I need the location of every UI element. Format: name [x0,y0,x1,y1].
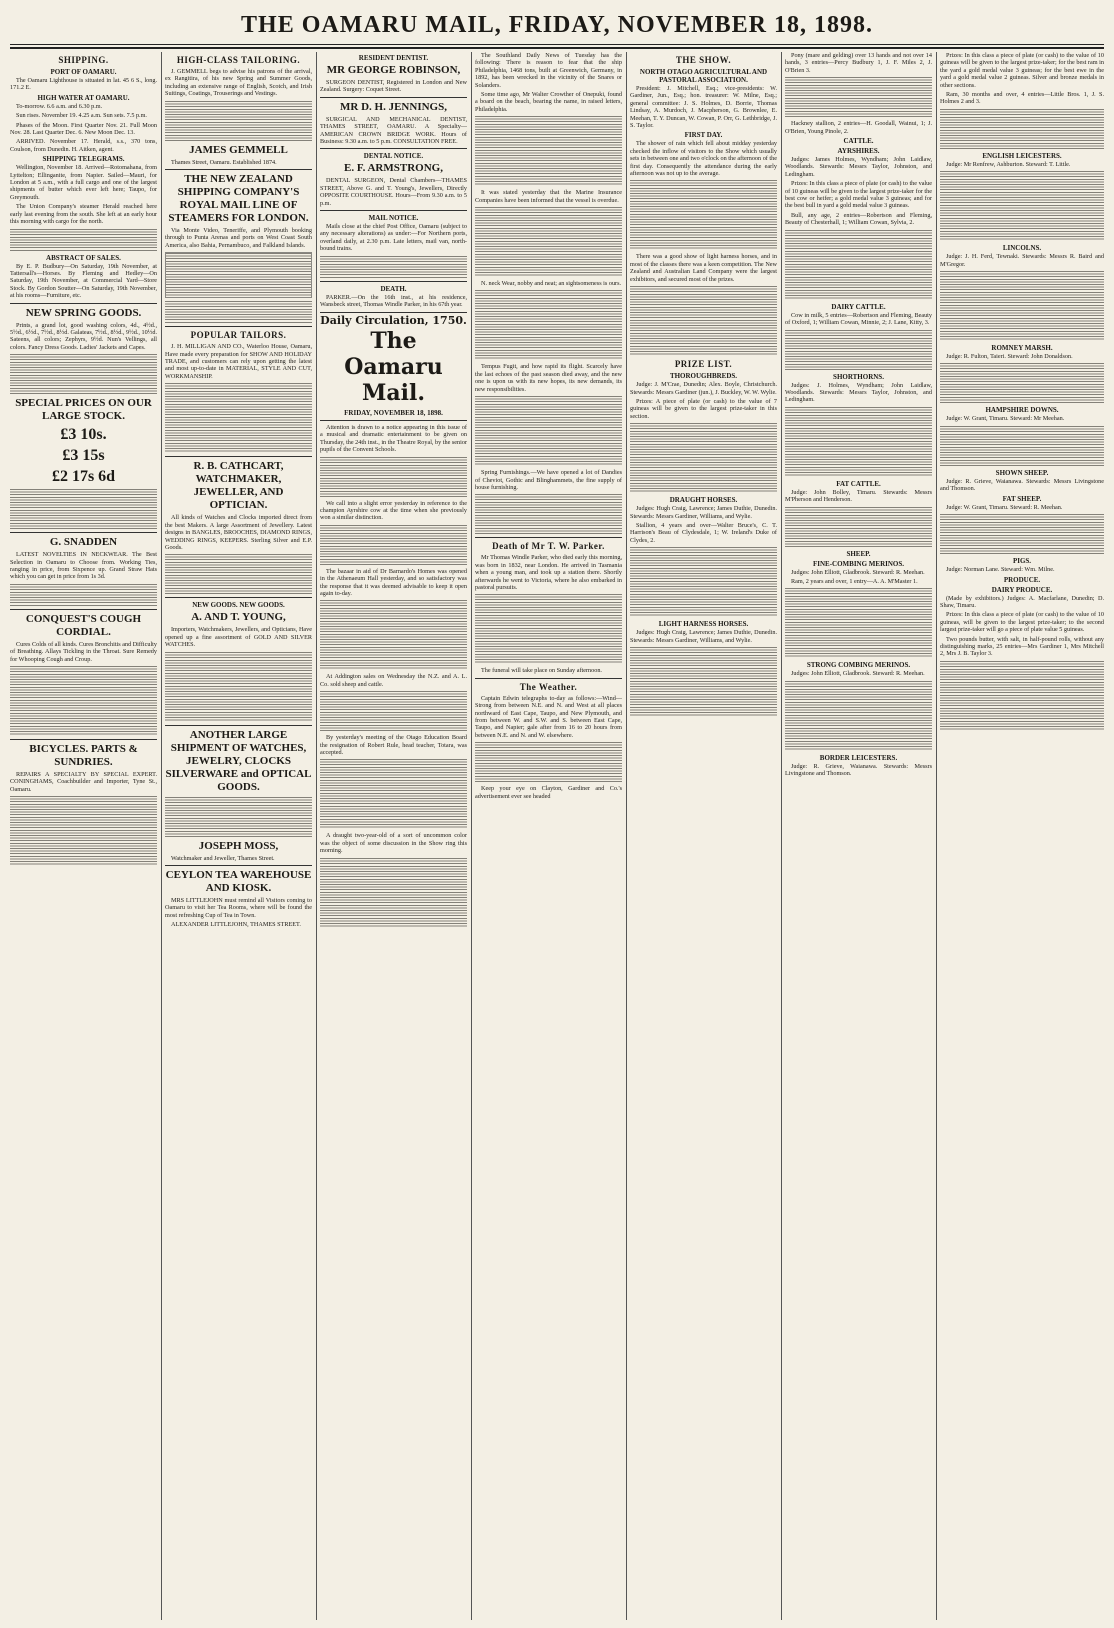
paragraph: LATEST NOVELTIES IN NECKWEAR. The Best Selection in Oamaru to Choose from. Working Ties, ranging in price, from Sixpence up. Grand Straw Hats which you can get in price from 1s 3d. [10,551,157,581]
paragraph: To-morrow. 6.6 a.m. and 6.30 p.m. [16,102,103,110]
text-block [165,301,312,323]
paragraph: Pony (mare and gelding) over 13 hands and not over 14 hands, 3 entries—Percy Budbury 1, J. F. Miles 2, J. O'Brien 3. [785,52,932,74]
text-block [165,383,312,453]
paragraph: PARKER.—On the 16th inst., at his residence, Wansbeck street, Thomas Windle Parker, in his 67th year. [320,293,467,309]
text-block [320,457,467,497]
section-subheading: LIGHT HARNESS HORSES. [658,620,749,629]
paragraph: Judge: John Bolley, Timaru. Stewards: Messrs M'Pherson and Henderson. [785,488,932,504]
paragraph: Judges: John Elliott, Gladbrook. Steward: R. Meehan. [791,568,925,576]
text-block [475,594,622,664]
divider [10,303,157,304]
paragraph: A draught two-year-old of a sort of uncommon color was the object of some discussion in the Show ring this morning. [320,832,467,855]
section-heading: POPULAR TAILORS. [190,330,287,341]
paragraph: J. GEMMELL begs to advise his patrons of the arrival, ex Rangitira, of his new Spring and Summer Goods, including an extensive range of English, Scotch, and Irish Suitings, Coatings, Trouserings and Vestings. [165,68,312,98]
paragraph: Judge: Norman Lane. Steward: Wm. Milne. [946,566,1055,574]
section-subheading: SHORTHORNS. [833,372,884,381]
divider [165,597,312,598]
text-block [165,554,312,594]
column-prize-list [785,52,932,1620]
section-subheading: ROMNEY MARSH. [991,344,1053,353]
section-subheading: PRODUCE. [1003,575,1041,584]
divider [165,456,312,457]
text-block [940,109,1104,149]
divider [475,678,622,679]
text-block [785,330,932,370]
section-subheading: SHIPPING TELEGRAMS. [42,155,125,164]
divider [165,326,312,327]
text-block [785,681,932,751]
paragraph: Bull, any age, 2 entries—Robertson and Fleming, Beauty of Chesterhall, 1; William Cowan, Sylvia, 2. [785,211,932,227]
advert-price: £2 17s 6d [51,468,116,486]
section-subheading: STRONG COMBING MERINOS. [806,661,911,670]
section-heading: HIGH-CLASS TAILORING. [176,55,301,65]
section-subheading: DRAUGHT HORSES. [669,496,738,505]
paragraph: J. H. MILLIGAN AND CO., Waterloo House, Oamaru, Have made every preparation for SHOW AND HOLIDAY TRADE, and customers can rely upon getting the latest and most up-to-date in MATERIAL, STYLE AND CUT, WORKMANSHIP. [165,343,312,380]
text-block [785,507,932,547]
paragraph: Judge: R. Grieve, Waianawa. Stewards: Messrs Livingstone and Thomson. [785,762,932,778]
text-block [940,514,1104,554]
paragraph: Judges: James Holmes, Wyndham; John Laidlaw, Woodlands. Stewards: Messrs Taylor, Johnston, and Ledingham. [785,156,932,178]
paragraph: The Oamaru Lighthouse is situated in lat. 45 6 S., long. 171.2 E. [10,77,157,92]
column-rule [161,52,162,1620]
paragraph: Two pounds butter, with salt, in half-pound rolls, without any distinguishing marks, 25 entries—Mrs Gardiner 1, Mrs Mitchell 2, Mrs J. B. Taylor 3. [940,635,1104,658]
paragraph: Attention is drawn to a notice appearing in this issue of a musical and dramatic entertainment to be given on Thursday, the 24th inst., in the Theatre Royal, by the senior pupils of the Convent Schools. [320,423,467,454]
section-subheading: DENTAL NOTICE. [363,152,424,161]
circulation-notice: Daily Circulation, 1750. [320,313,467,327]
text-block [940,661,1104,731]
advert-heading: THE NEW ZEALAND SHIPPING COMPANY'S ROYAL MAIL LINE OF STEAMERS FOR LONDON. [168,173,309,225]
paragraph: Judge: R. Grieve, Waianawa. Stewards: Messrs Livingstone and Thomson. [940,477,1104,493]
advert-heading: MR GEORGE ROBINSON, [326,64,461,76]
column-prize-list-continued [940,52,1104,1620]
column-shipping [10,52,157,1620]
divider [10,739,157,740]
paragraph: The Southland Daily News of Tuesday has the following: There is reason to fear that the ship Philadelphia, 1468 tons, built at Greenwich, Germany, in 1892, has been wrecked in the vicinity of the Snares or Solanders. [475,52,622,89]
section-subheading: HAMPSHIRE DOWNS. [985,406,1059,415]
text-block [475,290,622,360]
advert-heading: BICYCLES. PARTS & SUNDRIES. [29,743,138,768]
paragraph: Mails close at the chief Post Office, Oamaru (subject to any necessary alterations) as under:—For Northern ports, overland daily, at 2.30 p.m. Late letters, mail van, north-bound trains. [320,223,467,253]
paragraph: All kinds of Watches and Clocks imported direct from the best Makers. A large Assortment of Jewellery. Latest designs in BANGLES, BROOCHES, DIAMOND RINGS, WEDDING RINGS, KEEPERS. Sterling Silver and E.P. Goods. [165,514,312,551]
paragraph: N. neck Wear, nobby and neat; an sightsomeness is ours. [481,280,622,288]
paragraph: Importers, Watchmakers, Jewellers, and Opticians, Have opened up a fine assortment of GOLD AND SILVER WATCHES. [165,626,312,649]
paragraph: Hackney stallion, 2 entries—H. Goodall, Wainui, 1; J. O'Brien, Young Pinole, 2. [785,120,932,135]
divider [320,312,467,313]
advert-heading: R. B. CATHCART, WATCHMAKER, JEWELLER, AND OPTICIAN. [193,460,284,512]
masthead-rule-heavy [10,47,1104,49]
paragraph: There was a good show of light harness horses, and in most of the classes there was a keen competition. The New Zealand and Australian Land Company were the largest exhibitors, and secured most of the prizes. [630,253,777,283]
paragraph: President: J. Mitchell, Esq.; vice-presidents: W. Gardiner, Jun., Esq.; hon. treasurer: W. Milne, Esq.; general committee: J. S. Holmes, D. Borrie, Thomas Lindsay, A. Murdoch, J. Macpherson, G. Brownlee, E. Meehan, T. Y. Duncan, W. Cowan, P. Orr, G. Lethbridge, J. S. Taylor. [630,85,777,130]
paragraph: The shower of rain which fell about midday yesterday checked the inflow of visitors to the Show which usually sets in between one and two o'clock on the afternoon of the first day. Consequently the attendance during the early afternoon was not up to the average. [630,140,777,178]
paragraph: Prizes: In this class a piece of plate (or cash) to the value of 10 guineas will be given to the largest prize-taker; for the best ram in the yard a gold medal value 3 guineas; for the best ewe in the yard a gold medal value 2 guineas. Silver and bronze medals in other sections. [940,52,1104,89]
advert-price: £3 10s. [60,426,107,444]
paragraph: It was stated yesterday that the Marine Insurance Companies have been informed that the vessel is overdue. [475,189,622,204]
divider [320,281,467,282]
paragraph: Mr Thomas Windle Parker, who died early this morning, was born in 1832, near London. He arrived in Tasmania when a young man, and took up a station there. Shortly afterwards he went to Victoria, where he also embarked in pastoral pursuits. [475,554,622,591]
paragraph: ARRIVED. November 17. Herald, s.s., 370 tons, Coulson, from Dunedin. H. Aitken, agent. [10,138,157,153]
column-rule [781,52,782,1620]
text-block [785,407,932,477]
divider [475,537,622,538]
section-heading: PRIZE LIST. [674,359,733,370]
text-block [165,101,312,141]
paragraph: Phases of the Moon. First Quarter Nov. 21. Full Moon Nov. 28. Last Quarter Dec. 6. New Moon Dec. 13. [10,121,157,137]
paragraph: Thames Street, Oamaru. Established 1874. [171,158,277,166]
text-block [630,547,777,617]
paragraph: Prizes: A piece of plate (or cash) to the value of 7 guineas will be given to the largest prize-taker in this section. [630,397,777,420]
text-block [785,230,932,300]
advert-heading: NEW SPRING GOODS. [25,306,142,319]
text-block [320,600,467,670]
text-block [320,759,467,829]
advert-price: £3 15s [62,447,105,465]
column-rule [471,52,472,1620]
paragraph: Some time ago, Mr Walter Crowther of Onepuki, found a board on the beach, bearing the name, in raised letters, Philadelphia. [475,91,622,113]
newspaper-nameplate: The Oamaru Mail. [344,327,443,406]
paragraph: Via Monte Video, Teneriffe, and Plymouth booking through to Punta Arenas and ports on West Coast South America, also Bahia, Pernambuco, and Falkland Islands. [165,227,312,249]
text-block [320,691,467,731]
text-block [320,858,467,928]
paragraph: Judge: Mr Renfrew, Ashburton. Steward: T. Little. [946,160,1071,168]
column-adverts [165,52,312,1620]
section-subheading: SHOWN SHEEP. [995,468,1049,477]
text-block [475,494,622,534]
paragraph: Judge: R. Fulton, Taieri. Steward: John Donaldson. [946,353,1073,361]
text-block [940,363,1104,403]
paragraph: Prizes: In this class a piece of plate (or cash) to the value of 10 guineas will be given to the largest prize-taker for the best cow or heifer; a gold medal value 3 guineas; and for the best bull in yard a gold medal value 3 guineas. [785,180,932,210]
text-block [10,584,157,606]
paragraph: Captain Edwin telegraphs to-day as follows:—Wind—Strong from between N.E. and N. and West at all places northward of East Cape, Taupo, and New Plymouth, and from between W. and S.W. and S. between East Cape, Taupo, and Napier; gale after from 16 to 20 hours from between N.E. and N. and W. elsewhere. [475,694,622,739]
section-subheading: LINCOLNS. [1002,244,1042,253]
section-heading: THE SHOW. [675,55,732,65]
paragraph: Prizes: In this class a piece of plate (or cash) to the value of 10 guineas, will be given to the largest prize-taker; to the second largest prize-taker will go a piece of plate value 5 guineas. [940,611,1104,634]
paragraph: Sun rises. November 19. 4.25 a.m. Sun sets. 7.5 p.m. [16,112,147,120]
paragraph: Cow in milk, 5 entries—Robertson and Fleming, Beauty of Oxford, 1; William Cowan, Minnie, 2; J. Lane, Kitty, 3. [785,311,932,327]
advert-heading: E. F. ARMSTRONG, [344,162,443,175]
text-block [165,797,312,837]
section-subheading: MAIL NOTICE. [368,214,419,223]
paragraph: Ram, 30 months and over, 4 entries—Little Bros. 1, J. S. Holmes 2 and 3. [940,91,1104,106]
paragraph: REPAIRS A SPECIALTY BY SPECIAL EXPERT. CONINGHAMS, Coachbuilder and Importer, Tyne St., Oamaru. [10,771,157,793]
paragraph: ALEXANDER LITTLEJOHN, THAMES STREET. [171,921,301,929]
section-subheading: PIGS. [1012,557,1032,566]
paragraph: The funeral will take place on Sunday afternoon. [481,667,602,675]
text-block [940,271,1104,341]
advert-heading: CEYLON TEA WAREHOUSE AND KIOSK. [165,868,312,894]
paragraph: MRS LITTLEJOHN must remind all Visitors coming to Oamaru to visit her Tea Rooms, where will be found the most refreshing Cup of Tea in Town. [165,896,312,919]
section-subheading: RESIDENT DENTIST. [358,54,429,62]
paragraph: (Made by exhibitors.) Judges: A. Macfarlane, Dunedin; D. Shaw, Timaru. [940,594,1104,609]
text-block [630,647,777,717]
advert-heading: SPECIAL PRICES ON OUR LARGE STOCK. [15,397,152,423]
section-subheading: PORT OF OAMARU. [50,68,117,76]
paragraph: By E. P. Budbury—On Saturday, 19th November, at Tattersall's—Horses. By Fleming and Hedley—On Saturday, 19th November, at Commercial Yard—Store Stock. By Gordon Soutter—On Saturday, 19th November, at his rooms—Furniture, etc. [10,262,157,300]
paragraph: SURGEON DENTIST, Registered in London and New Zealand. Surgery: Coquet Street. [320,79,467,94]
dateline: FRIDAY, NOVEMBER 18, 1898. [344,408,443,417]
section-subheading: DAIRY PRODUCE. [991,585,1053,594]
text-block [10,354,157,394]
section-subheading: FIRST DAY. [684,131,723,140]
advert-heading: MR D. H. JENNINGS, [340,100,447,113]
section-subheading: NEW GOODS. NEW GOODS. [192,601,285,610]
text-block [940,426,1104,466]
column-news [475,52,622,1620]
text-block [475,116,622,186]
text-block [320,256,467,278]
paragraph: Spring Furnishings.—We have opened a lot of Dandies of Cheviot, Gothic and Blinghammets, the fine supply of house furnishing. [475,469,622,491]
column-editorial [320,52,467,1620]
section-subheading: CATTLE. [843,137,874,146]
paragraph: Judge: W. Grant, Timaru. Steward: R. Meehan. [946,503,1063,511]
section-subheading: SHEEP. [846,549,871,558]
section-subheading: ENGLISH LEICESTERS. [982,151,1062,160]
paragraph: Judges: Hugh Craig, Lawrence; James Duthie, Dunedin. Stewards: Messrs Gardiner, Williams, and Wylie. [630,505,777,520]
section-subheading: DAIRY CATTLE. [831,302,886,311]
text-block [165,652,312,722]
text-block [785,77,932,117]
paragraph: By yesterday's meeting of the Otago Education Board the resignation of Robert Rule, head teacher, Totara, was accepted. [320,734,467,756]
text-block [785,588,932,658]
section-heading: Death of Mr T. W. Parker. [492,541,605,552]
paragraph: The Union Company's steamer Herald reached here early last evening from the south. She left at an early hour this morning with cargo for the north. [10,203,157,226]
section-subheading: DEATH. [380,284,407,293]
paragraph: Judge: J. H. Ferd, Tewnaki. Stewards: Messrs R. Baird and M'Gregor. [940,253,1104,268]
section-heading: SHIPPING. [58,55,109,65]
section-subheading: AYRSHIRES. [837,147,880,156]
paragraph: The bazaar in aid of Dr Barnardo's Homes was opened in the Athenaeum Hall yesterday, and so satisfactory was the response that it was deemed advisable to keep it open again to-day. [320,567,467,597]
advert-heading: CONQUEST'S COUGH CORDIAL. [25,612,142,638]
paragraph: Wellington, November 18. Arrived—Rotomahana, from Lyttelton; Ellinganite, from Napier. Sailed—Mauri, for London at 5 a.m., with a full cargo and one of the largest shipments of butter which ever left here; Taupo, for Greymouth. [10,164,157,201]
divider [165,169,312,170]
paragraph: Keep your eye on Clayton, Gardiner and Co.'s advertisement ever see headed [475,785,622,800]
paragraph: Judges: John Elliott, Gladbrook. Steward: R. Meehan. [791,670,925,678]
text-block [320,525,467,565]
text-block [475,207,622,277]
masthead-title: THE OAMARU MAIL, FRIDAY, NOVEMBER 18, 1898. [241,12,873,38]
divider [320,148,467,149]
section-subheading: FAT CATTLE. [836,479,881,488]
text-block [940,171,1104,241]
text-block [10,796,157,866]
text-block [630,286,777,356]
masthead-rule [10,44,1104,45]
paragraph: DENTAL SURGEON, Dental Chambers—THAMES STREET, Above G. and T. Young's, Jewellers, Directly OPPOSITE COURTHOUSE. Hours—From 9.30 a.m. to 5 p.m. [320,177,467,207]
section-subheading: HIGH WATER AT OAMARU. [37,93,130,102]
paragraph: We call into a slight error yesterday in reference to the champion Ayrshire cow at the time when she previously won a similar distinction. [320,499,467,522]
text-block [10,666,157,736]
text-block [475,396,622,466]
section-subheading: THOROUGHBREDS. [669,372,738,381]
column-rule [936,52,937,1620]
divider [10,609,157,610]
divider [320,420,467,421]
divider [165,865,312,866]
text-block [475,742,622,782]
divider [10,532,157,533]
section-subheading: FAT SHEEP. [1002,494,1042,503]
paragraph: Judge: W. Grant, Timaru. Steward: Mr Meehan. [946,415,1065,423]
text-block [630,180,777,250]
paragraph: Stallion, 4 years and over—Walter Bruce's, C. T. Harrison's Beau of Clydesdale, 1; W. Ireland's Duke of Clydes, 2. [630,521,777,544]
paragraph: Tempus Fugit, and how rapid its flight. Scarcely have the last echoes of the past season died away, and the new one is upon us with its new hopes, its new demands, its new responsibilities. [475,363,622,393]
paragraph: Ram, 2 years and over, 1 entry—A. A. M'Master 1. [791,577,918,585]
paragraph: Judges: Hugh Craig, Lawrence; James Duthie, Dunedin. Stewards: Messrs Gardiner, Williams, and Wylie. [630,629,777,644]
paragraph: Watchmaker and Jeweller, Thames Street. [171,854,275,862]
section-subheading: NORTH OTAGO AGRICULTURAL AND PASTORAL ASSOCIATION. [639,68,768,84]
advert-heading: JOSEPH MOSS, [198,839,279,852]
section-subheading: BORDER LEICESTERS. [819,753,898,762]
column-rule [626,52,627,1620]
advert-heading: JAMES GEMMELL [189,143,288,156]
column-rule [316,52,317,1620]
section-heading: The Weather. [519,681,578,692]
column-show [630,52,777,1620]
advert-heading: A. AND T. YOUNG, [191,611,286,624]
paragraph: Cures Colds of all kinds. Cures Bronchitis and Difficulty of Breathing. Allays Tickling in the Throat. Sure Remedy for Whooping Cough and Croup. [10,640,157,663]
text-block [10,489,157,529]
paragraph: Judge: J. M'Crae, Dunedin; Alex. Boyle, Christchurch. Stewards: Messrs Gardiner (jun.), J. Buckley, W. W. Wylie. [630,381,777,396]
section-subheading: FINE-COMBING MERINOS. [812,559,904,568]
sailing-table [165,252,312,298]
section-subheading: ABSTRACT OF SALES. [46,253,121,262]
divider [320,97,467,98]
text-block [10,229,157,251]
divider [320,210,467,211]
divider [165,725,312,726]
advert-heading: G. SNADDEN [49,536,118,549]
text-block [630,423,777,493]
advert-heading: ANOTHER LARGE SHIPMENT OF WATCHES, JEWELRY, CLOCKS SILVERWARE and OPTICAL GOODS. [165,728,312,793]
paragraph: SURGICAL AND MECHANICAL DENTIST, THAMES STREET, OAMARU. A Specialty—AMERICAN CROWN BRIDGE WORK. Hours of Business: 9.30 a.m. to 5 p.m. CONSULTATION FREE. [320,115,467,146]
paragraph: At Addington sales on Wednesday the N.Z. and A. L. Co. sold sheep and cattle. [320,673,467,688]
paragraph: Prints, a grand lot, good washing colors, 4d., 4½d., 5½d., 6½d., 7½d., 8½d. Galateas, 7½d., 8½d., 9½d., 10½d. Sateens, all colors; Zephyrs, 9½d. Nun's Vellings, all colors. Fancy Dress Goods. Ladies' Jackets and Capes. [10,321,157,351]
paragraph: Judges: J. Holmes, Wyndham; John Laidlaw, Woodlands. Stewards: Messrs Taylor, Johnston, and Ledingham. [785,381,932,404]
